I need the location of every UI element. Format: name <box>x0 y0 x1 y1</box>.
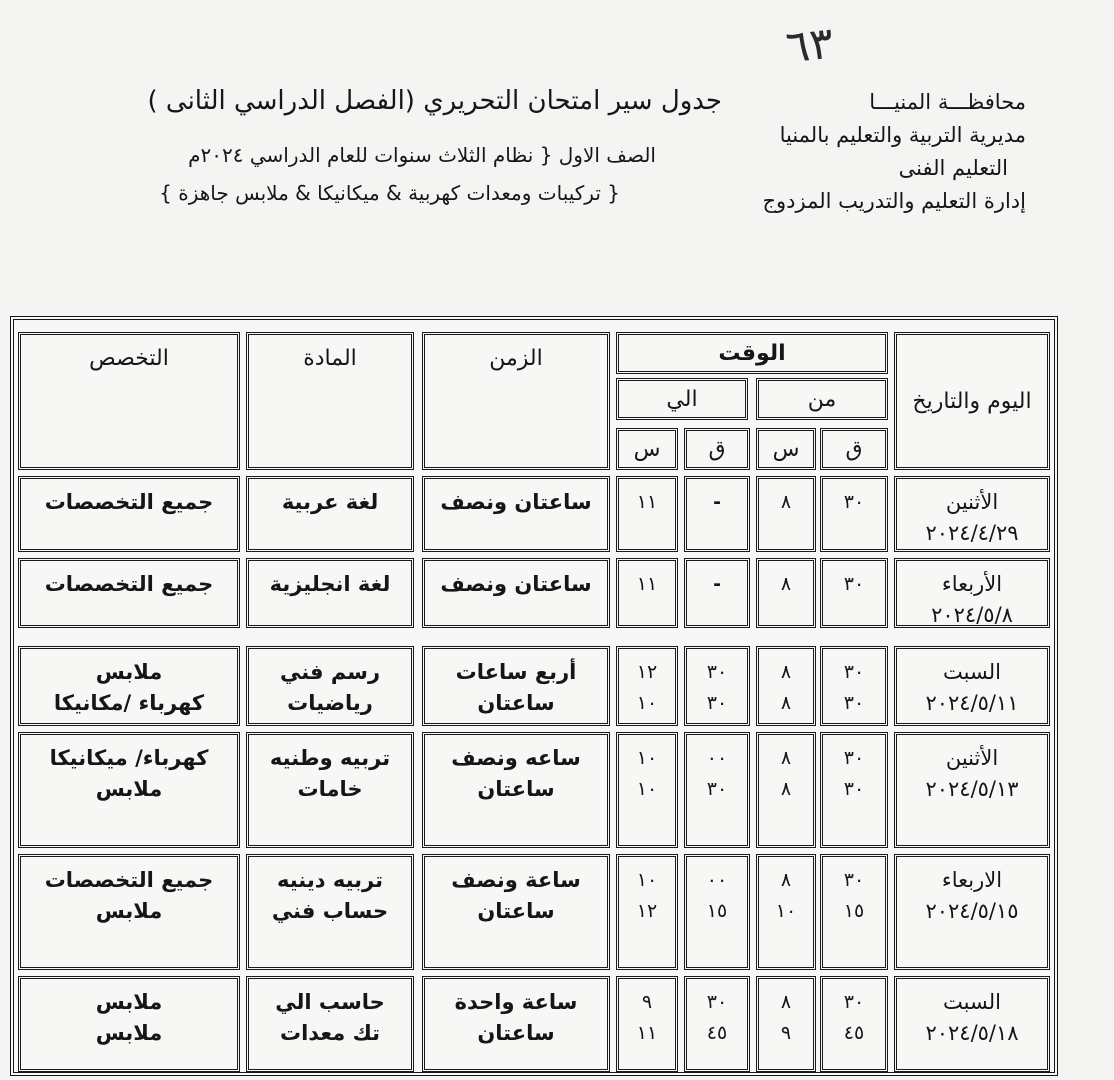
header-subject: المادة <box>246 332 414 470</box>
row-5-from-minute: ٣٠ ١٥ <box>820 854 888 970</box>
row-1-from-hour: ٨ <box>756 476 816 552</box>
row-6-specialization: ملابس ملابس <box>18 976 240 1072</box>
header-duration: الزمن <box>422 332 610 470</box>
row-5-to-hour: ١٠ ١٢ <box>616 854 678 970</box>
header-from-hour: س <box>756 428 816 470</box>
row-6-day-date: السبت ٢٠٢٤/٥/١٨ <box>894 976 1050 1072</box>
row-3-from-minute: ٣٠ ٣٠ <box>820 646 888 726</box>
header-from-minute: ق <box>820 428 888 470</box>
row-2-duration: ساعتان ونصف <box>422 558 610 628</box>
header-issuer-block <box>762 86 1026 218</box>
row-3-day-date: السبت ٢٠٢٤/٥/١١ <box>894 646 1050 726</box>
row-3-to-minute: ٣٠ ٣٠ <box>684 646 750 726</box>
row-2-to-minute: - <box>684 558 750 628</box>
row-3-subject: رسم فني رياضيات <box>246 646 414 726</box>
row-4-to-minute: ٠٠ ٣٠ <box>684 732 750 848</box>
row-2-subject: لغة انجليزية <box>246 558 414 628</box>
row-1-duration: ساعتان ونصف <box>422 476 610 552</box>
row-1-specialization: جميع التخصصات <box>18 476 240 552</box>
row-5-duration: ساعة ونصف ساعتان <box>422 854 610 970</box>
header-specialization: التخصص <box>18 332 240 470</box>
row-2-to-hour: ١١ <box>616 558 678 628</box>
row-5-specialization: جميع التخصصات ملابس <box>18 854 240 970</box>
row-4-specialization: كهرباء/ ميكانيكا ملابس <box>18 732 240 848</box>
header-to-hour: س <box>616 428 678 470</box>
row-6-to-minute: ٣٠ ٤٥ <box>684 976 750 1072</box>
specializations-line: { تركيبات ومعدات كهربية & ميكانيكا & ملابس جاهزة } <box>159 181 620 205</box>
row-3-specialization: ملابس كهرباء /مكانيكا <box>18 646 240 726</box>
row-2-from-minute: ٣٠ <box>820 558 888 628</box>
row-1-to-hour: ١١ <box>616 476 678 552</box>
row-3-from-hour: ٨ ٨ <box>756 646 816 726</box>
row-6-from-minute: ٣٠ ٤٥ <box>820 976 888 1072</box>
header-day-date: اليوم والتاريخ <box>894 332 1050 470</box>
row-4-from-minute: ٣٠ ٣٠ <box>820 732 888 848</box>
row-3-to-hour: ١٢ ١٠ <box>616 646 678 726</box>
row-4-duration: ساعه ونصف ساعتان <box>422 732 610 848</box>
row-6-subject: حاسب الي تك معدات <box>246 976 414 1072</box>
header-to-minute: ق <box>684 428 750 470</box>
row-4-from-hour: ٨ ٨ <box>756 732 816 848</box>
row-5-subject: تربيه دينيه حساب فني <box>246 854 414 970</box>
grade-system-line: الصف الاول { نظام الثلاث سنوات للعام الدراسي ٢٠٢٤م <box>188 143 656 167</box>
row-4-to-hour: ١٠ ١٠ <box>616 732 678 848</box>
row-6-from-hour: ٨ ٩ <box>756 976 816 1072</box>
dual-system-admin-label: إدارة التعليم والتدريب المزدوج <box>762 189 1026 213</box>
row-5-day-date: الاربعاء ٢٠٢٤/٥/١٥ <box>894 854 1050 970</box>
handwritten-page-number: ٦٣ <box>783 17 836 74</box>
row-5-from-hour: ٨ ١٠ <box>756 854 816 970</box>
header-from: من <box>756 378 888 420</box>
row-1-subject: لغة عربية <box>246 476 414 552</box>
row-1-day-date: الأثنين ٢٠٢٤/٤/٢٩ <box>894 476 1050 552</box>
row-5-to-minute: ٠٠ ١٥ <box>684 854 750 970</box>
exam-schedule-table <box>10 316 1058 1076</box>
directorate-label: مديرية التربية والتعليم بالمنيا <box>779 123 1026 147</box>
document-title: جدول سير امتحان التحريري (الفصل الدراسي الثانى ) <box>147 86 722 116</box>
governorate-label: محافظـــة المنيـــا <box>869 90 1026 114</box>
row-2-specialization: جميع التخصصات <box>18 558 240 628</box>
row-4-subject: تربيه وطنيه خامات <box>246 732 414 848</box>
row-1-from-minute: ٣٠ <box>820 476 888 552</box>
row-3-duration: أربع ساعات ساعتان <box>422 646 610 726</box>
header-to: الي <box>616 378 748 420</box>
row-4-day-date: الأثنين ٢٠٢٤/٥/١٣ <box>894 732 1050 848</box>
technical-education-label: التعليم الفنى <box>898 156 1008 180</box>
row-6-duration: ساعة واحدة ساعتان <box>422 976 610 1072</box>
row-1-to-minute: - <box>684 476 750 552</box>
row-6-to-hour: ٩ ١١ <box>616 976 678 1072</box>
header-time: الوقت <box>616 332 888 374</box>
row-2-day-date: الأربعاء ٢٠٢٤/٥/٨ <box>894 558 1050 628</box>
row-2-from-hour: ٨ <box>756 558 816 628</box>
